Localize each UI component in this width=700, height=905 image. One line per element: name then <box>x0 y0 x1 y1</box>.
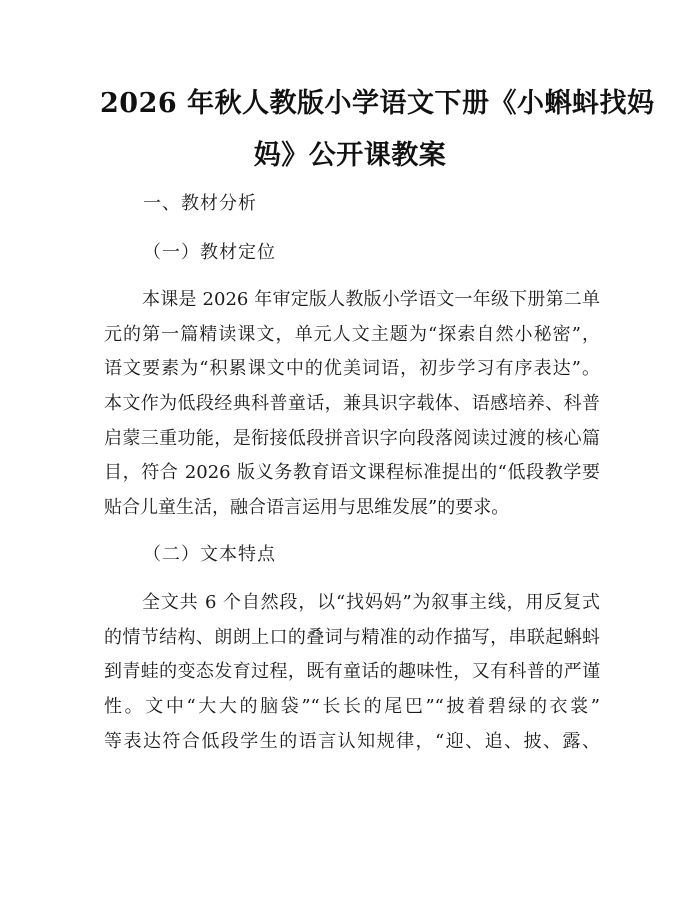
paragraph-line: 的情节结构、朗朗上口的叠词与精准的动作描写，串联起蝌蚪 <box>104 626 600 648</box>
paragraph-line: 语文要素为“积累课文中的优美词语，初步学习有序表达”。 <box>104 358 600 380</box>
paragraph-line: 本课是 2026 年审定版人教版小学语文一年级下册第二单 <box>142 289 600 310</box>
paragraph-text-features <box>104 586 600 759</box>
title-line-2: 妈》公开课教案 <box>253 140 447 171</box>
paragraph-line: 本文作为低段经典科普童话，兼具识字载体、语感培养、科普 <box>104 393 600 415</box>
paragraph-material-positioning <box>104 283 600 526</box>
paragraph-line: 元的第一篇精读课文，单元人文主题为“探索自然小秘密”， <box>104 323 600 345</box>
subsection-heading-text-features: （二）文本特点 <box>143 544 276 565</box>
paragraph-line: 目，符合 2026 版义务教育语文课程标准提出的“低段教学要 <box>104 462 600 484</box>
title-line-1: 2026 年秋人教版小学语文下册《小蝌蚪找妈 <box>100 88 655 119</box>
subsection-heading-material-positioning: （一）教材定位 <box>143 242 276 263</box>
paragraph-line: 全文共 6 个自然段，以“找妈妈”为叙事主线，用反复式 <box>142 592 600 613</box>
document-title <box>100 78 655 182</box>
paragraph-line: 贴合儿童生活，融合语言运用与思维发展”的要求。 <box>104 497 510 519</box>
paragraph-line: 到青蛙的变态发育过程，既有童话的趣味性，又有科普的严谨 <box>104 661 600 683</box>
paragraph-line: 等表达符合低段学生的语言认知规律，“迎、追、披、露、 <box>104 730 600 752</box>
paragraph-line: 启蒙三重功能，是衔接低段拼音识字向段落阅读过渡的核心篇 <box>104 427 600 449</box>
section-heading-teaching-material-analysis: 一、教材分析 <box>143 193 257 214</box>
paragraph-line: 性。文中“大大的脑袋”“长长的尾巴”“披着碧绿的衣裳” <box>104 696 600 718</box>
